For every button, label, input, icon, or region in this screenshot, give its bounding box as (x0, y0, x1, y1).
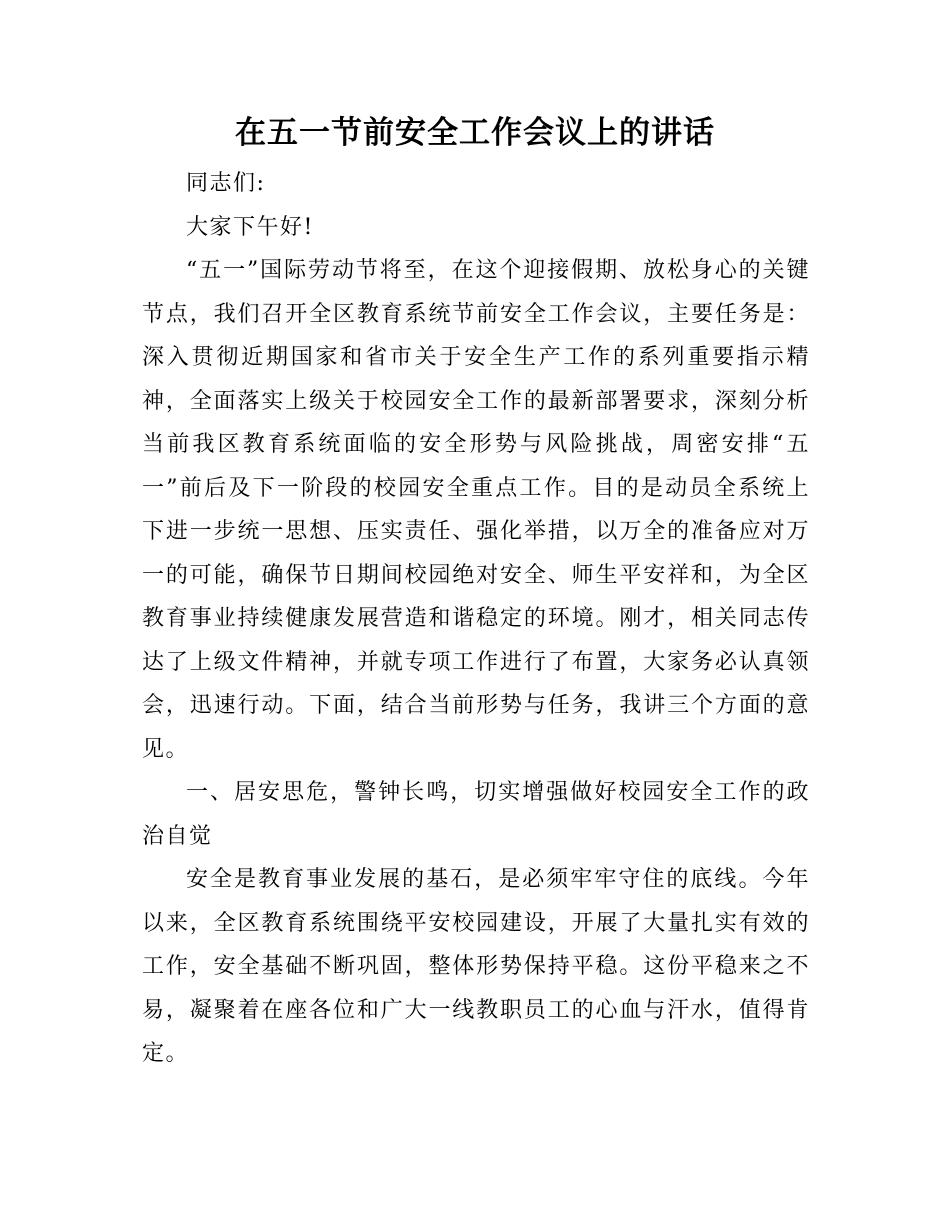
section-heading-1: 一、居安思危，警钟长鸣，切实增强做好校园安全工作的政治自觉 (142, 780, 810, 849)
document-body (142, 162, 810, 1076)
section-paragraph-1: 安全是教育事业发展的基石，是必须牢牢守住的底线。今年以来，全区教育系统围绕平安校园建设，开展了大量扎实有效的工作，安全基础不断巩固，整体形势保持平稳。这份平稳来之不易，凝聚着在座各位和广大一线教职员工的心血与汗水，值得肯定。 (142, 867, 810, 1066)
salutation: 同志们: (186, 171, 266, 196)
opening-paragraph: “五一”国际劳动节将至，在这个迎接假期、放松身心的关键节点，我们召开全区教育系统节前安全工作会议，主要任务是：深入贯彻近期国家和省市关于安全生产工作的系列重要指示精神，全面落实上级关于校园安全工作的最新部署要求，深刻分析当前我区教育系统面临的安全形势与风险挑战，周密安排“五一”前后及下一阶段的校园安全重点工作。目的是动员全系统上下进一步统一思想、压实责任、强化举措，以万全的准备应对万一的可能，确保节日期间校园绝对安全、师生平安祥和，为全区教育事业持续健康发展营造和谐稳定的环境。刚才，相关同志传达了上级文件精神，并就专项工作进行了布置，大家务必认真领会，迅速行动。下面，结合当前形势与任务，我讲三个方面的意见。 (142, 258, 810, 762)
greeting: 大家下午好! (186, 214, 314, 240)
document-title: 在五一节前安全工作会议上的讲话 (235, 115, 715, 151)
